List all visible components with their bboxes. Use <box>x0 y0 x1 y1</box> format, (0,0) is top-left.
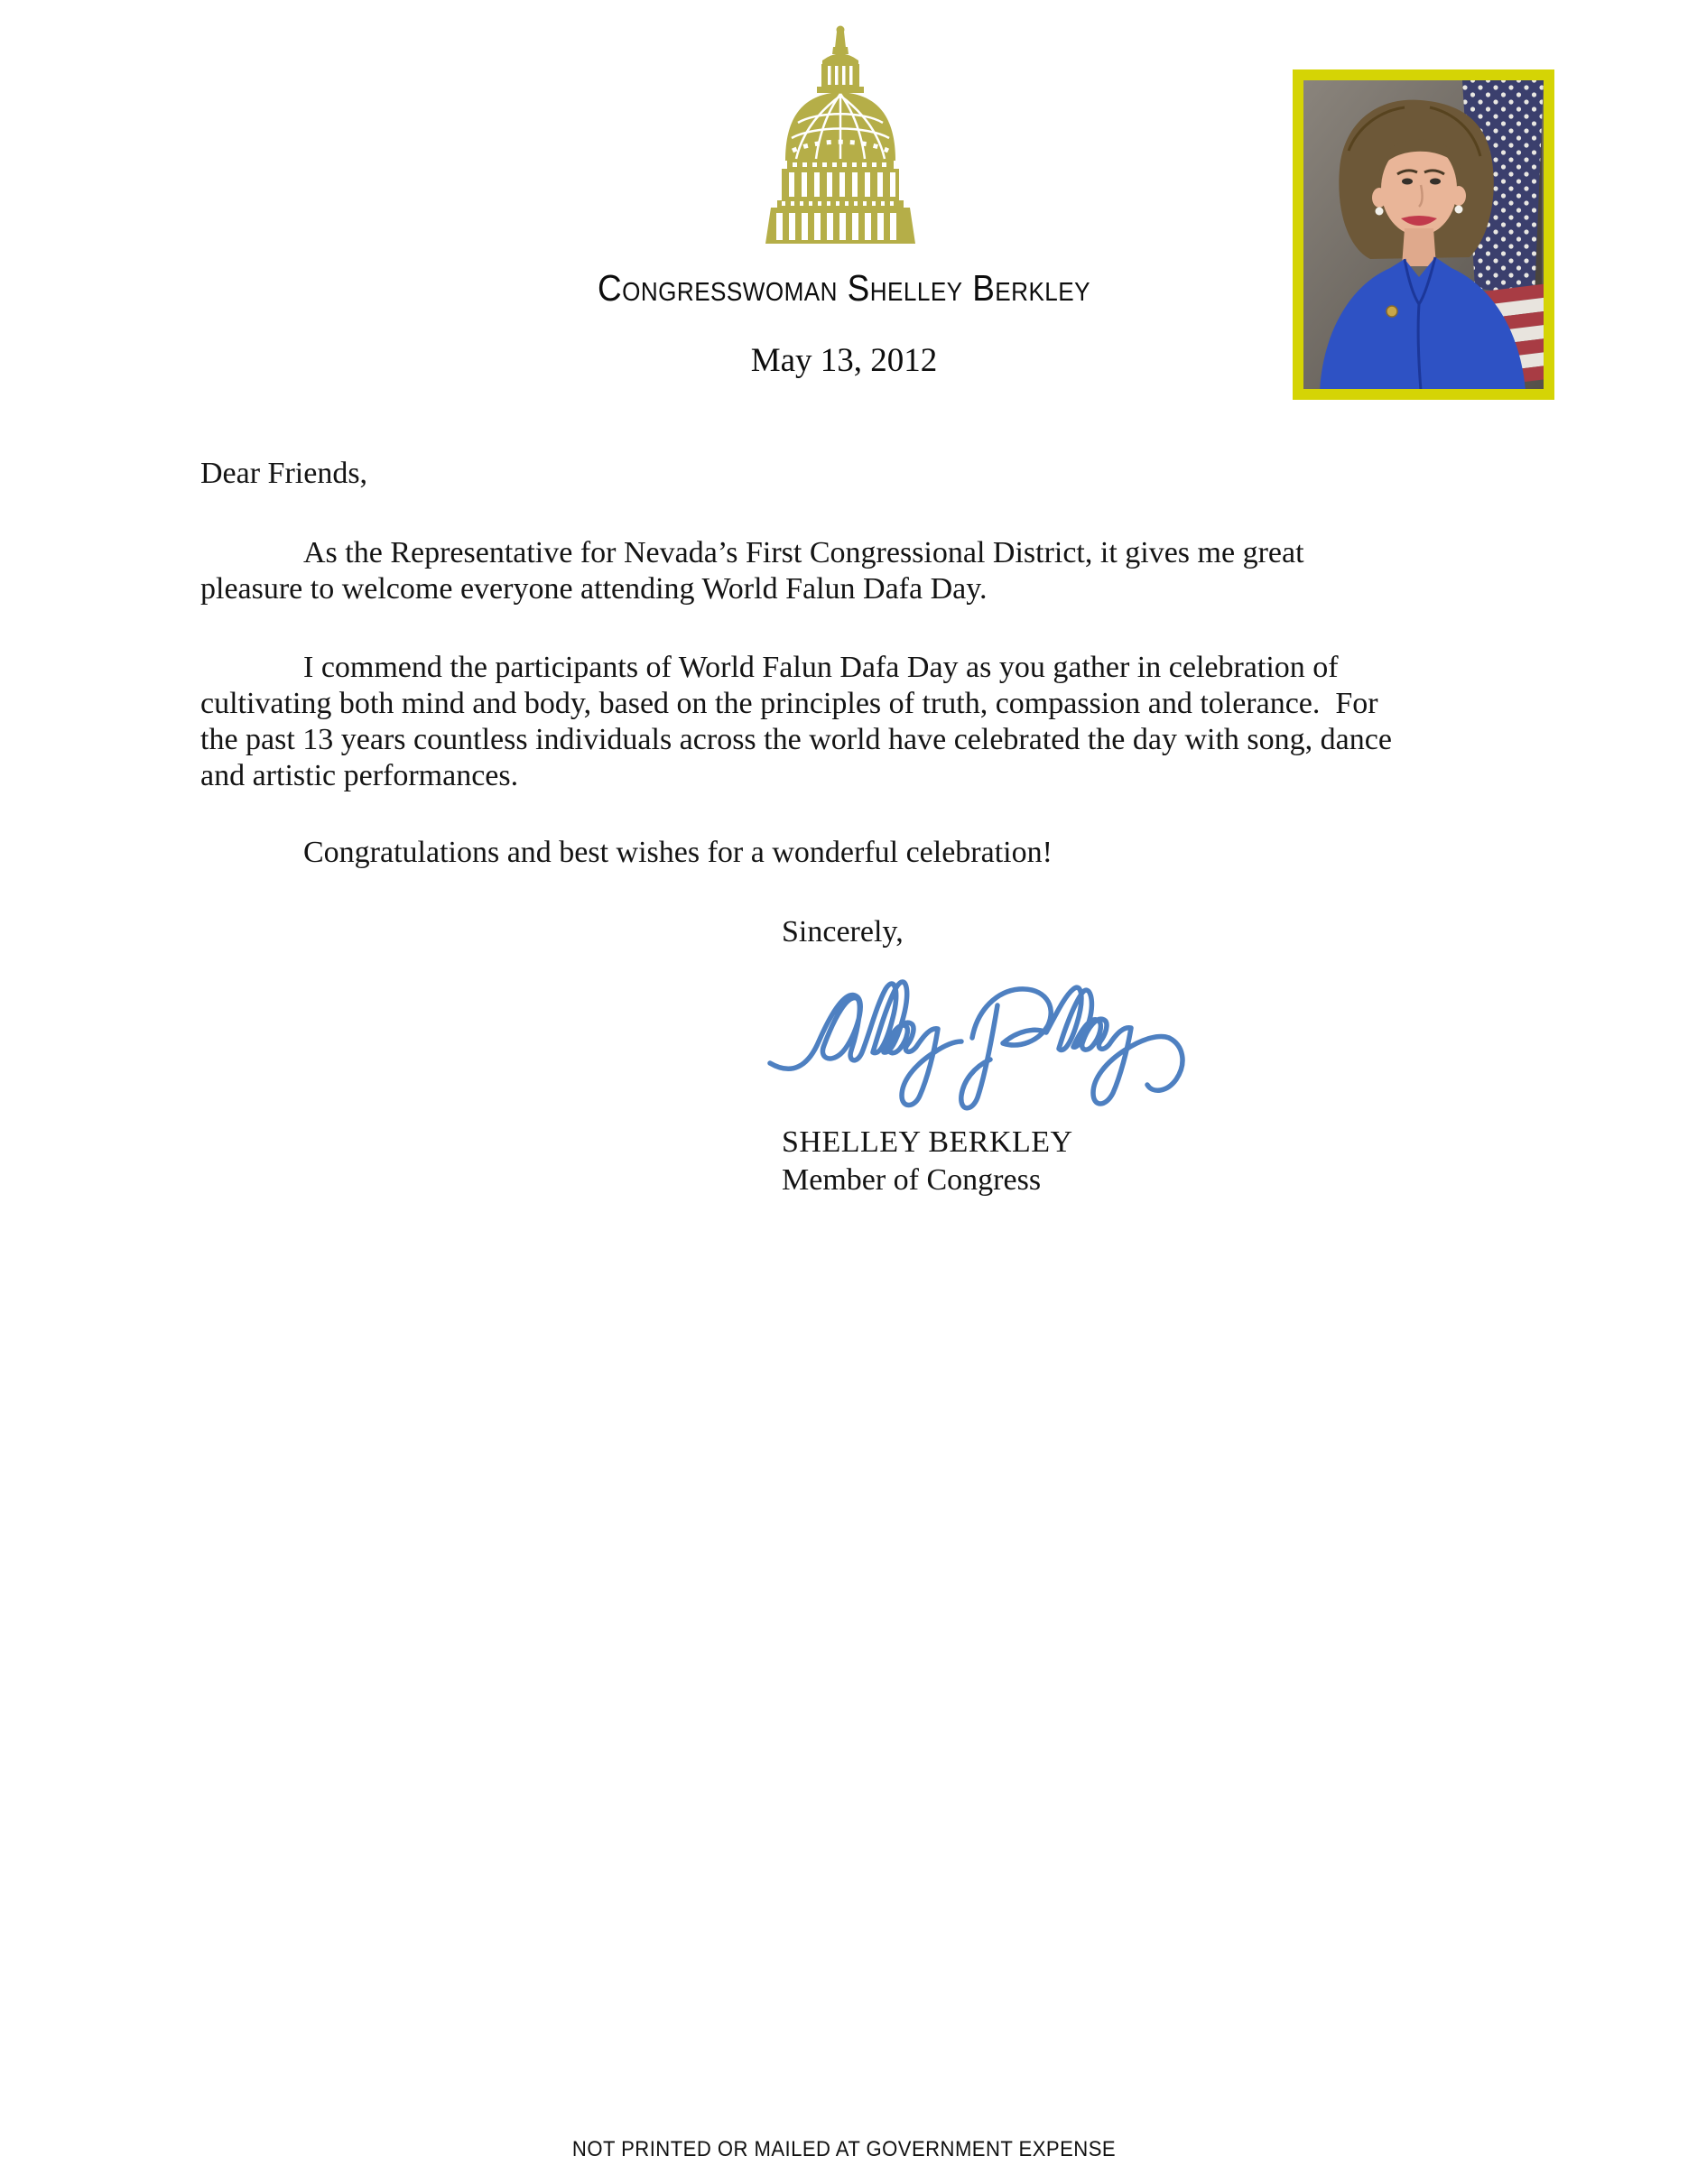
paragraph-line: Congratulations and best wishes for a wonderful celebration! <box>303 836 1053 869</box>
paragraph-line: I commend the participants of World Falun Dafa Day as you gather in celebration of <box>303 651 1339 684</box>
paragraph-line: As the Representative for Nevada’s First Congressional District, it gives me great <box>303 536 1304 569</box>
paragraph-line: cultivating both mind and body, based on the principles of truth, compassion and tolerance. For <box>200 687 1378 720</box>
paragraph-2 <box>200 650 1497 794</box>
paragraph-line: the past 13 years countless individuals across the world have celebrated the day with song, dance <box>200 723 1392 756</box>
letterhead-date: May 13, 2012 <box>750 342 938 379</box>
closing: Sincerely, <box>782 915 904 949</box>
footer-disclaimer: NOT PRINTED OR MAILED AT GOVERNMENT EXPENSE <box>571 2137 1117 2161</box>
signer-title: Member of Congress <box>782 1163 1042 1197</box>
paragraph-1 <box>200 535 1497 607</box>
capitol-dome-icon <box>764 23 917 244</box>
paragraph-3 <box>200 835 1497 871</box>
salutation: Dear Friends, <box>200 457 368 490</box>
paragraph-line: and artistic performances. <box>200 759 519 792</box>
letterhead-title: Congresswoman Shelley Berkley <box>598 267 1090 309</box>
signer-name: SHELLEY BERKLEY <box>782 1125 1073 1159</box>
portrait-photo <box>1293 69 1554 400</box>
signature-graphic <box>761 948 1283 1124</box>
paragraph-line: pleasure to welcome everyone attending World Falun Dafa Day. <box>200 572 988 606</box>
